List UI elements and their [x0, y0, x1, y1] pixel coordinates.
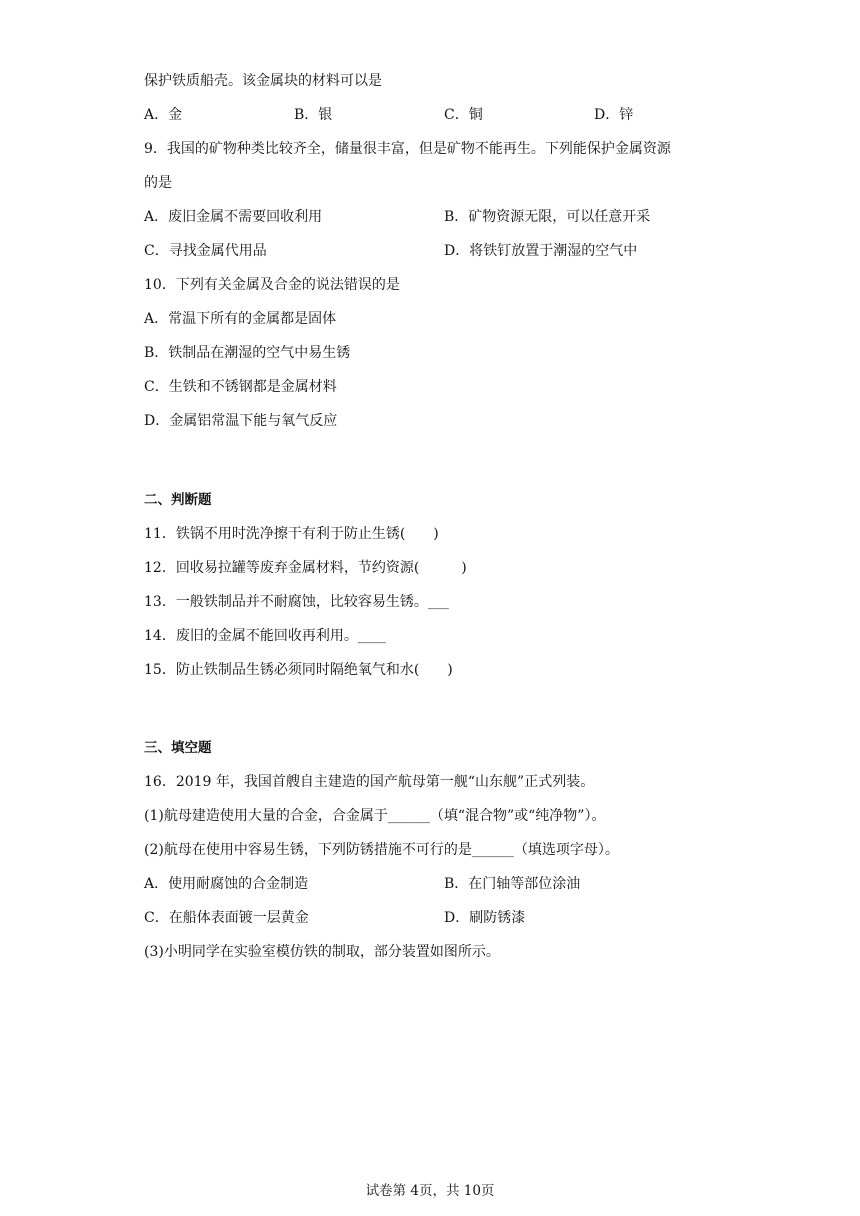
q14-item: 14．废旧的金属不能回收再利用。____ [144, 628, 386, 644]
q8-option-a: A．金 [144, 107, 183, 123]
q8-option-d: D．锌 [594, 107, 634, 123]
q16-option-d: D．刷防锈漆 [444, 910, 526, 926]
q9-stem-line1: 9．我国的矿物种类比较齐全，储量很丰富，但是矿物不能再生。下列能保护金属资源 [144, 141, 671, 157]
q16-sub2: (2)航母在使用中容易生锈，下列防锈措施不可行的是______（填选项字母）。 [144, 842, 619, 858]
q9-option-a: A．废旧金属不需要回收利用 [144, 209, 323, 225]
q12-item: 12．回收易拉罐等废弃金属材料，节约资源( ) [144, 560, 467, 576]
q16-option-a: A．使用耐腐蚀的合金制造 [144, 876, 309, 892]
q16-sub3: (3)小明同学在实验室模仿铁的制取，部分装置如图所示。 [144, 944, 500, 960]
q16-stem: 16．2019 年，我国首艘自主建造的国产航母第一舰“山东舰”正式列装。 [144, 774, 595, 790]
q13-item: 13．一般铁制品并不耐腐蚀，比较容易生锈。___ [144, 594, 449, 610]
q10-option-c: C．生铁和不锈钢都是金属材料 [144, 379, 337, 395]
q9-option-d: D．将铁钉放置于潮湿的空气中 [444, 243, 638, 259]
section-2-title: 二、判断题 [144, 492, 212, 508]
q9-stem-line2: 的是 [144, 175, 172, 191]
q10-stem: 10．下列有关金属及合金的说法错误的是 [144, 277, 400, 293]
q8-option-b: B．银 [294, 107, 333, 123]
q9-option-b: B．矿物资源无限，可以任意开采 [444, 209, 651, 225]
q8-stem-continuation: 保护铁质船壳。该金属块的材料可以是 [144, 73, 382, 89]
q10-option-a: A．常温下所有的金属都是固体 [144, 311, 337, 327]
q9-option-c: C．寻找金属代用品 [144, 243, 267, 259]
q16-option-b: B．在门轴等部位涂油 [444, 876, 581, 892]
page-footer: 试卷第 4页，共 10页 [365, 1183, 495, 1199]
section-3-title: 三、填空题 [144, 740, 212, 756]
q10-option-b: B．铁制品在潮湿的空气中易生锈 [144, 345, 351, 361]
q16-option-c: C．在船体表面镀一层黄金 [144, 910, 309, 926]
q10-option-d: D．金属铝常温下能与氧气反应 [144, 413, 338, 429]
q8-option-c: C．铜 [444, 107, 483, 123]
q15-item: 15．防止铁制品生锈必须同时隔绝氧气和水( ) [144, 662, 453, 678]
q11-item: 11．铁锅不用时洗净擦干有利于防止生锈( ) [144, 526, 439, 542]
q16-sub1: (1)航母建造使用大量的合金，合金属于______（填“混合物”或“纯净物”）。 [144, 808, 606, 824]
